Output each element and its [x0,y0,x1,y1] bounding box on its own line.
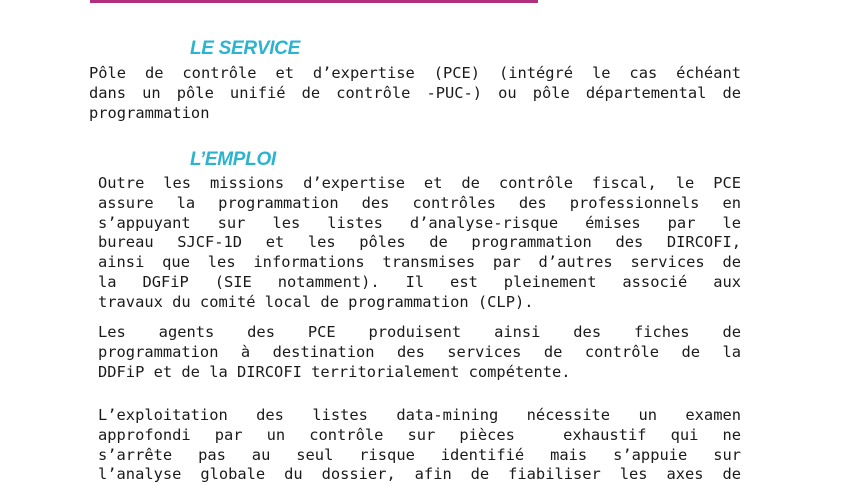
service-line: programmation [89,103,210,122]
emploi-line: s’appuyant sur les listes d’analyse-risque émises par le [98,213,741,232]
top-accent-bar [90,0,538,3]
emploi-line: DDFiP et de la DIRCOFI territorialement compétente. [98,362,571,381]
emploi-line: approfondi par un contrôle sur pièces exhaustif qui ne [98,425,741,444]
emploi-line: bureau SJCF-1D et les pôles de programmation des DIRCOFI, [98,233,741,252]
emploi-heading: L’EMPLOI [190,149,276,170]
emploi-line: Les agents des PCE produisent ainsi des fiches de [98,323,741,341]
emploi-line: s’arrête pas au seul risque identifié mais s’appuie sur [98,445,741,464]
emploi-paragraph-2 [98,323,741,382]
service-line: dans un pôle unifié de contrôle -PUC-) ou pôle départemental de [89,83,741,102]
emploi-line: assure la programmation des contrôles des professionnels en [98,193,741,212]
emploi-line: ainsi que les informations transmises par d’autres services de [98,253,741,272]
emploi-line: l’analyse globale du dossier, afin de fiabiliser les axes de [98,465,741,484]
service-paragraph [89,64,741,123]
emploi-line: Outre les missions d’expertise et de contrôle fiscal, le PCE [98,174,741,192]
service-line: Pôle de contrôle et d’expertise (PCE) (intégré le cas échéant [89,64,741,82]
emploi-line: programmation à destination des services de contrôle de la [98,342,741,361]
emploi-line: la DGFiP (SIE notamment). Il est pleinement associé aux [98,272,741,291]
emploi-line: L’exploitation des listes data-mining nécessite un examen [98,406,741,424]
emploi-paragraph-3 [98,406,741,485]
emploi-paragraph-1 [98,174,741,313]
service-heading: LE SERVICE [190,38,300,59]
emploi-line: travaux du comité local de programmation (CLP). [98,292,534,311]
